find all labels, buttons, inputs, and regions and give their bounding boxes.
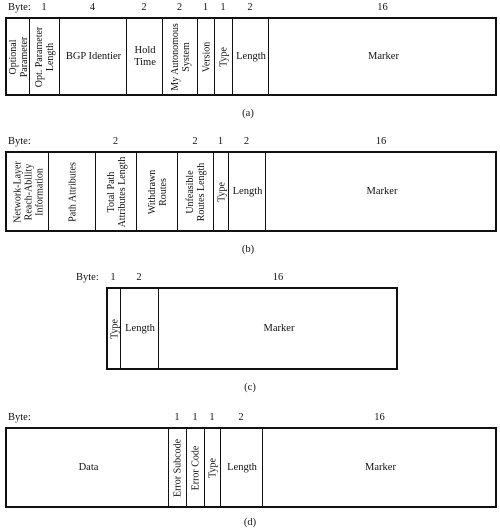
byte-label: Byte: [8,412,31,423]
byte-count: 16 [374,412,385,423]
field-withdrawn-routes [136,153,178,230]
field-label: Type [218,46,230,67]
byte-count: 16 [377,2,388,13]
field-opt-parameter-length [29,19,60,94]
field-label [266,153,498,230]
field-label-text: Marker [366,185,398,197]
field-type [213,153,229,230]
field-label: Error Subcode [172,438,184,497]
byte-count: 2 [141,2,147,13]
field-label [121,289,159,368]
field-label: Unfeasible Routes Length [185,162,207,221]
field-marker [268,19,498,94]
byte-count: 2 [243,136,250,147]
byte-count: 1 [202,2,209,13]
field-label [221,429,263,506]
field-label-text: Length [232,185,263,197]
field-type [214,19,233,94]
field-label-text: Marker [368,50,399,62]
field-label-text: Marker [365,461,396,473]
field-marker [262,429,498,506]
field-label [60,19,127,94]
field-label [127,19,163,94]
packet-format-box [5,427,497,508]
field-label-text: Length [125,322,155,334]
byte-count: 16 [375,136,387,147]
field-label-text: BGP Identier [65,50,122,62]
byte-count: 1 [110,272,116,283]
field-label: Total Path Attributes Length [105,156,128,227]
byte-count: 2 [192,136,198,147]
field-label: Path Attributes [67,161,78,222]
field-label: Optional Parameter [8,36,30,77]
field-length [120,289,159,368]
field-label: Network-Layer Reach-Ability Information [12,160,45,223]
field-label: Type [109,318,121,339]
field-bgp-identier [59,19,127,94]
field-unfeasible-routes-length [177,153,214,230]
byte-label: Byte: [8,2,31,13]
figure-caption: (d) [243,517,257,528]
field-error-subcode [168,429,187,506]
field-label [233,19,269,94]
byte-count: 2 [176,2,183,13]
byte-label: Byte: [8,136,31,147]
packet-format-box [106,287,398,370]
field-label-text: Length [227,461,257,473]
byte-count: 4 [89,2,96,13]
byte-count: 16 [272,272,284,283]
field-label: Opt. Parameter Length [34,26,56,87]
byte-count: 2 [136,272,142,283]
field-label: Type [207,457,219,478]
field-label: Error Code [190,445,202,490]
field-hold-time [126,19,163,94]
field-label: Withdrawn Routes [146,169,169,214]
field-version [197,19,215,94]
byte-count: 1 [220,2,226,13]
byte-label: Byte: [76,272,99,283]
field-optional-parameter [7,19,31,94]
field-label [269,19,498,94]
field-label [159,289,399,368]
figure-caption: (b) [241,244,255,255]
byte-count: 2 [112,136,119,147]
field-network-layer-reach-ability-information [7,153,50,230]
field-data [7,429,170,506]
field-label [229,153,266,230]
field-length [220,429,263,506]
packet-format-box [5,151,497,232]
field-marker [265,153,498,230]
field-label-text: Data [78,461,99,473]
byte-count: 1 [41,2,47,13]
field-length [232,19,269,94]
field-marker [158,289,399,368]
field-error-code [186,429,205,506]
byte-count: 2 [238,412,244,423]
field-label-text: Marker [263,322,295,334]
field-label [263,429,498,506]
byte-count: 1 [217,136,224,147]
byte-count: 1 [192,412,198,423]
packet-format-box [5,17,497,96]
byte-count: 1 [174,412,180,423]
field-my-autonomous-system [162,19,198,94]
field-label: Type [216,181,227,202]
field-total-path-attributes-length [95,153,137,230]
field-label-text: Length [236,50,266,62]
field-label: Version [201,41,212,72]
figure-caption: (a) [242,108,254,119]
field-label-text: Hold Time [134,44,156,68]
figure-caption: (c) [244,382,256,393]
byte-count: 1 [209,412,215,423]
byte-count: 2 [247,2,253,13]
field-label: My Autonomous System [169,22,192,91]
field-label [7,429,170,506]
field-type [204,429,221,506]
field-length [228,153,266,230]
field-path-attributes [48,153,96,230]
